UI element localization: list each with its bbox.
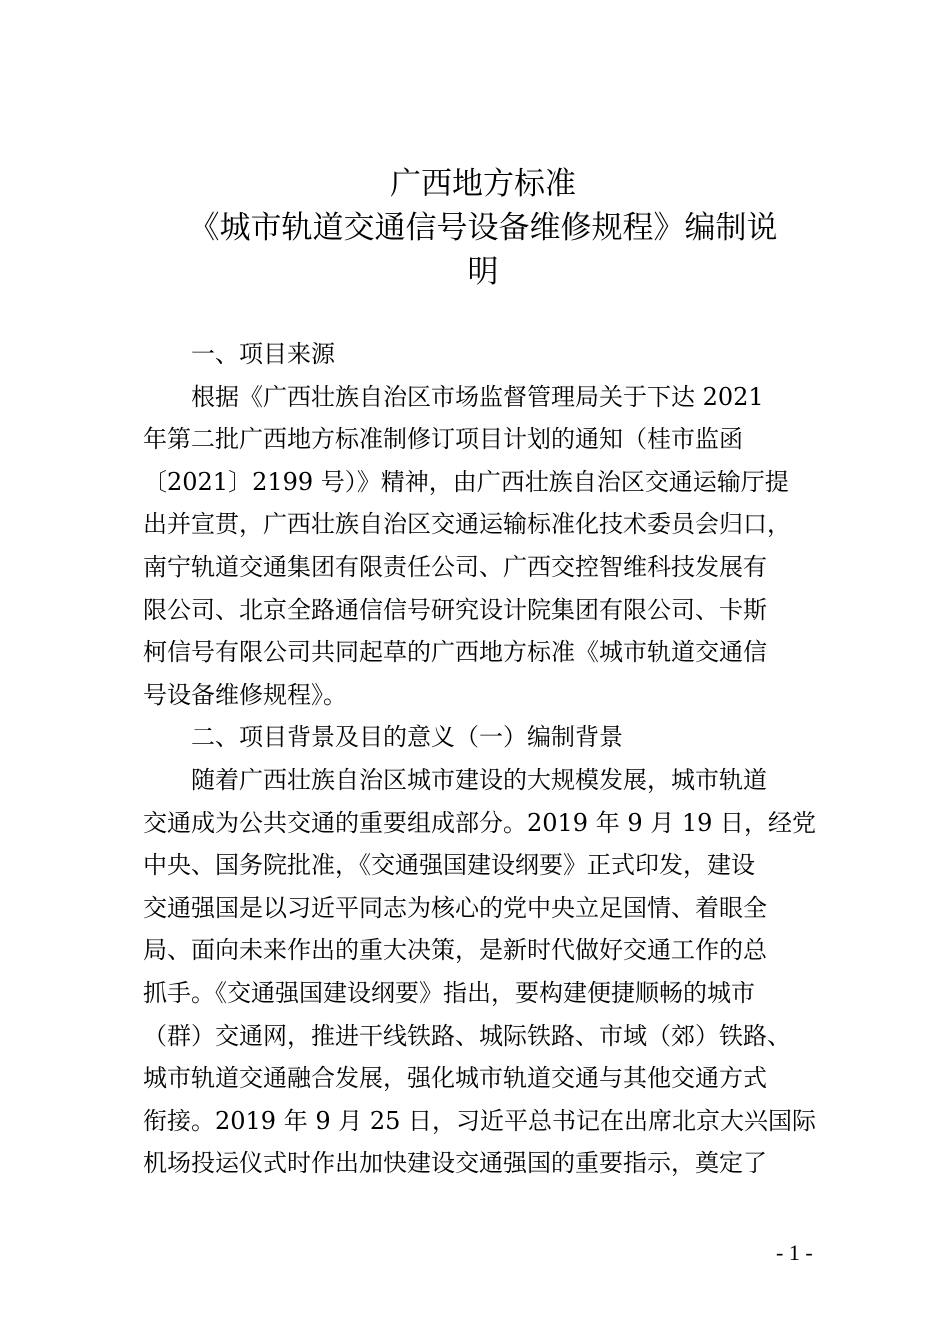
body-text-line: 抓手。《交通强国建设纲要》指出，要构建便捷顺畅的城市: [143, 978, 755, 1007]
body-text-line: 二、项目背景及目的意义（一）编制背景: [191, 723, 623, 752]
body-text-line: 衔接。2019 年 9 月 25 日，习近平总书记在出席北京大兴国际: [143, 1106, 817, 1135]
page-number: - 1 -: [776, 1240, 813, 1265]
body-text-line: 随着广西壮族自治区城市建设的大规模发展，城市轨道: [191, 765, 767, 794]
body-text-line: 城市轨道交通融合发展，强化城市轨道交通与其他交通方式: [143, 1064, 767, 1093]
title-line-2: 《城市轨道交通信号设备维修规程》编制说: [188, 210, 778, 246]
body-text-line: 柯信号有限公司共同起草的广西地方标准《城市轨道交通信: [143, 638, 767, 667]
body-text-line: 局、面向未来作出的重大决策，是新时代做好交通工作的总: [143, 936, 767, 965]
document-title: [143, 162, 823, 294]
body-text-line: 〔2021〕2199 号）》精神，由广西壮族自治区交通运输厅提: [143, 467, 789, 496]
body-text-line: 号设备维修规程》。: [143, 680, 347, 709]
body-text-line: 交通强国是以习近平同志为核心的党中央立足国情、着眼全: [143, 893, 767, 922]
body-text-line: 出并宣贯，广西壮族自治区交通运输标准化技术委员会归口，: [143, 510, 791, 539]
title-line-1: 广西地方标准: [390, 166, 576, 202]
body-text-line: 中央、国务院批准，《交通强国建设纲要》正式印发，建设: [143, 851, 755, 880]
body-text-line: 机场投运仪式时作出加快建设交通强国的重要指示，奠定了: [143, 1149, 767, 1178]
body-text-line: （群）交通网，推进干线铁路、城际铁路、市域（郊）铁路、: [143, 1021, 791, 1050]
document-body: [143, 333, 823, 1185]
body-text-line: 交通成为公共交通的重要组成部分。2019 年 9 月 19 日，经党: [143, 808, 817, 837]
body-text-line: 根据《广西壮族自治区市场监督管理局关于下达 2021: [191, 382, 764, 411]
body-text-line: 年第二批广西地方标准制修订项目计划的通知（桂市监函: [143, 425, 743, 454]
body-text-line: 限公司、北京全路通信信号研究设计院集团有限公司、卡斯: [143, 595, 767, 624]
body-text-line: 一、项目来源: [191, 340, 335, 368]
body-text-line: 南宁轨道交通集团有限责任公司、广西交控智维科技发展有: [143, 552, 767, 581]
title-line-3: 明: [467, 254, 499, 290]
